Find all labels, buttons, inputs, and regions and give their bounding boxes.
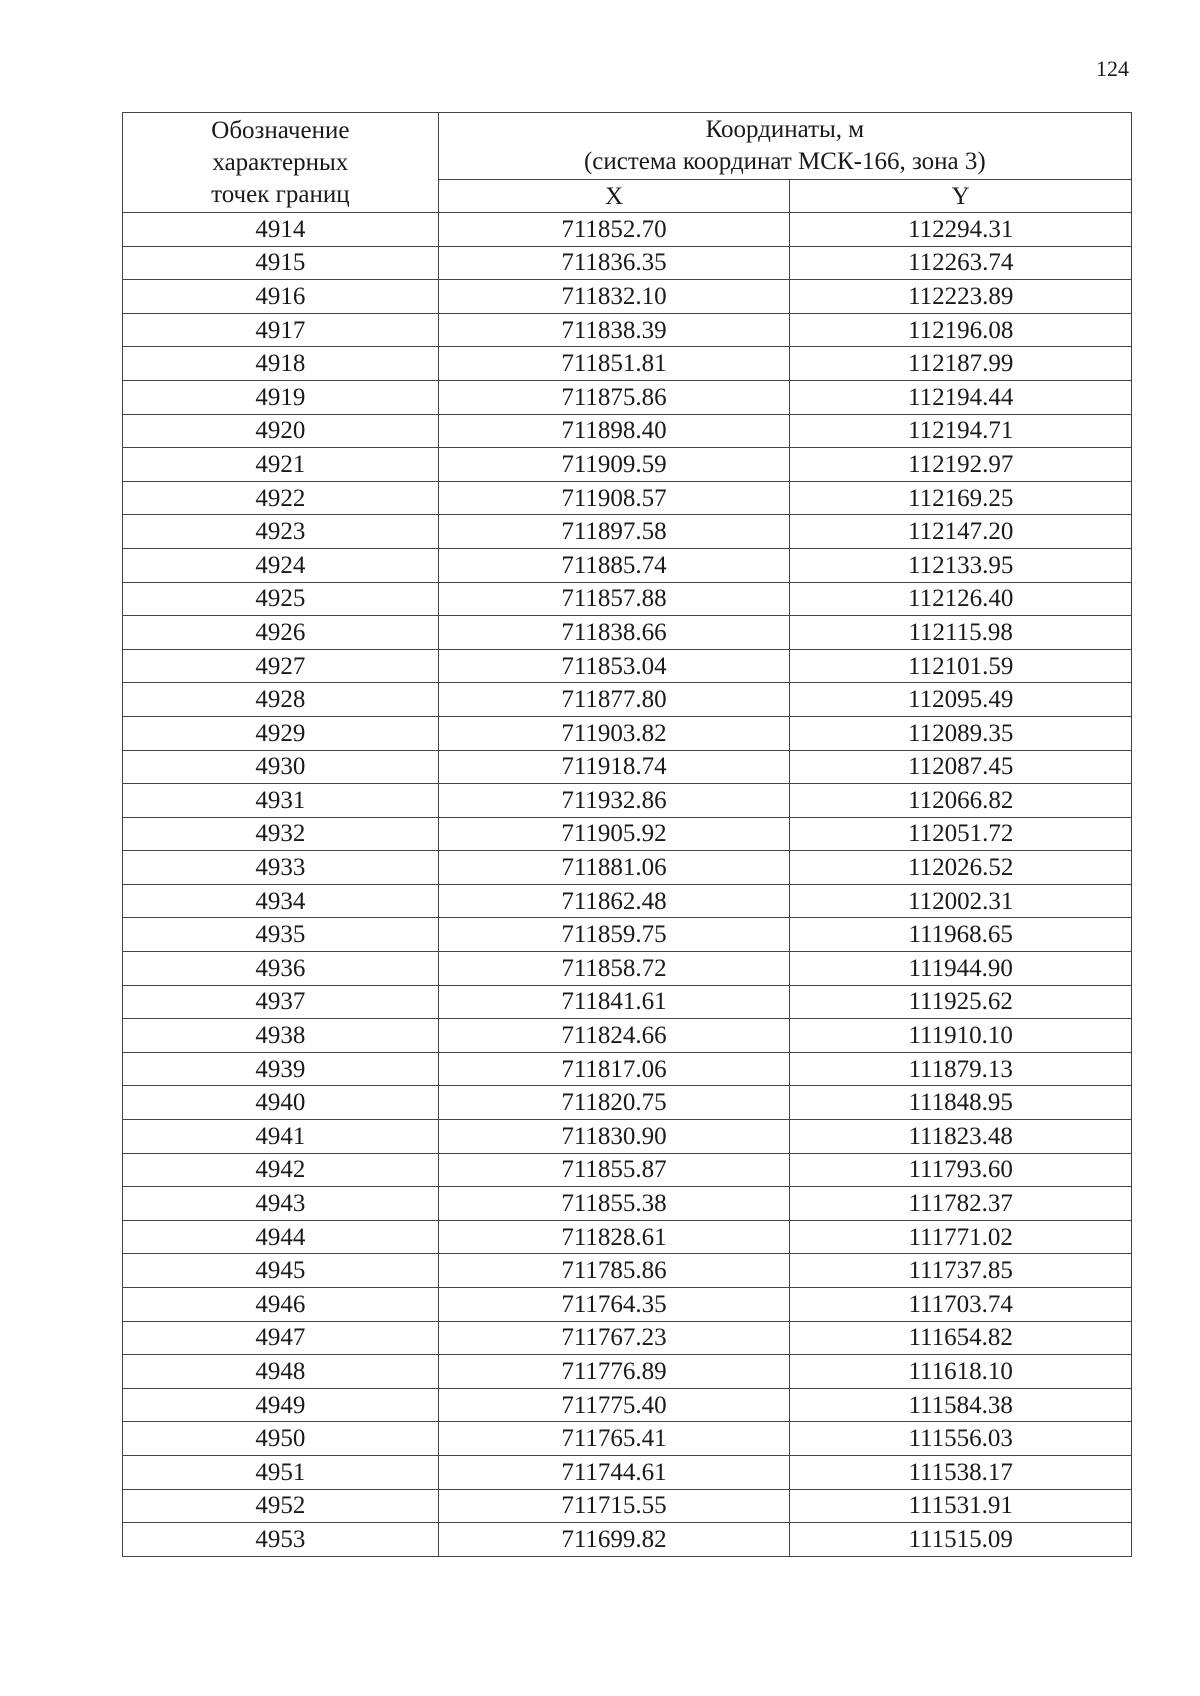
x-coordinate-cell: 711767.23 — [438, 1321, 790, 1355]
point-number-cell: 4941 — [123, 1120, 439, 1154]
table-row — [123, 1455, 1132, 1489]
y-coordinate-cell: 111793.60 — [790, 1153, 1132, 1187]
table-row — [123, 1019, 1132, 1053]
table-row — [123, 1321, 1132, 1355]
y-coordinate-cell: 111531.91 — [790, 1489, 1132, 1523]
y-coordinate-cell: 112115.98 — [790, 616, 1132, 650]
x-coordinate-cell: 711853.04 — [438, 649, 790, 683]
x-coordinate-cell: 711851.81 — [438, 347, 790, 381]
y-coordinate-cell: 112294.31 — [790, 213, 1132, 247]
y-coordinate-cell: 112147.20 — [790, 515, 1132, 549]
point-number-cell: 4946 — [123, 1288, 439, 1322]
point-number-cell: 4943 — [123, 1187, 439, 1221]
table-row — [123, 616, 1132, 650]
point-number-cell: 4921 — [123, 448, 439, 482]
x-coordinate-cell: 711836.35 — [438, 246, 790, 280]
table-row — [123, 884, 1132, 918]
y-coordinate-cell: 112095.49 — [790, 683, 1132, 717]
x-coordinate-cell: 711908.57 — [438, 481, 790, 515]
x-coordinate-cell: 711785.86 — [438, 1254, 790, 1288]
x-coordinate-cell: 711885.74 — [438, 548, 790, 582]
table-row — [123, 414, 1132, 448]
point-number-cell: 4934 — [123, 884, 439, 918]
x-coordinate-cell: 711903.82 — [438, 716, 790, 750]
point-number-cell: 4953 — [123, 1523, 439, 1557]
table-row — [123, 582, 1132, 616]
table-row — [123, 851, 1132, 885]
x-coordinate-cell: 711877.80 — [438, 683, 790, 717]
coordinates-title: Координаты, м — [705, 116, 865, 143]
x-coordinate-cell: 711838.39 — [438, 313, 790, 347]
x-coordinate-cell: 711699.82 — [438, 1523, 790, 1557]
x-coordinate-cell: 711852.70 — [438, 213, 790, 247]
x-coordinate-cell: 711875.86 — [438, 380, 790, 414]
table-row — [123, 1052, 1132, 1086]
x-coordinate-cell: 711715.55 — [438, 1489, 790, 1523]
point-number-cell: 4938 — [123, 1019, 439, 1053]
table-row — [123, 817, 1132, 851]
table-row — [123, 1086, 1132, 1120]
y-coordinate-cell: 112196.08 — [790, 313, 1132, 347]
point-number-cell: 4948 — [123, 1355, 439, 1389]
coordinates-table — [122, 112, 1132, 1557]
point-number-cell: 4927 — [123, 649, 439, 683]
table-row — [123, 481, 1132, 515]
table-row — [123, 1355, 1132, 1389]
x-coordinate-cell: 711909.59 — [438, 448, 790, 482]
point-number-cell: 4922 — [123, 481, 439, 515]
point-number-cell: 4925 — [123, 582, 439, 616]
coordinates-header — [438, 113, 1131, 180]
y-coordinate-cell: 112066.82 — [790, 784, 1132, 818]
x-coordinate-cell: 711824.66 — [438, 1019, 790, 1053]
point-number-cell: 4951 — [123, 1455, 439, 1489]
point-number-cell: 4944 — [123, 1220, 439, 1254]
point-number-cell: 4940 — [123, 1086, 439, 1120]
point-number-cell: 4914 — [123, 213, 439, 247]
x-coordinate-cell: 711905.92 — [438, 817, 790, 851]
y-coordinate-cell: 112051.72 — [790, 817, 1132, 851]
y-column-header: Y — [790, 180, 1132, 213]
point-number-cell: 4917 — [123, 313, 439, 347]
y-coordinate-cell: 112101.59 — [790, 649, 1132, 683]
point-number-cell: 4936 — [123, 952, 439, 986]
page-number: 124 — [1096, 56, 1129, 81]
point-number-cell: 4929 — [123, 716, 439, 750]
x-coordinate-cell: 711775.40 — [438, 1388, 790, 1422]
x-coordinate-cell: 711776.89 — [438, 1355, 790, 1389]
table-row — [123, 448, 1132, 482]
point-number-cell: 4939 — [123, 1052, 439, 1086]
y-coordinate-cell: 111618.10 — [790, 1355, 1132, 1389]
table-row — [123, 1523, 1132, 1557]
table-row — [123, 952, 1132, 986]
table-row — [123, 918, 1132, 952]
y-coordinate-cell: 112087.45 — [790, 750, 1132, 784]
x-coordinate-cell: 711897.58 — [438, 515, 790, 549]
table-row — [123, 1153, 1132, 1187]
y-coordinate-cell: 111925.62 — [790, 985, 1132, 1019]
x-coordinate-cell: 711858.72 — [438, 952, 790, 986]
point-number-cell: 4933 — [123, 851, 439, 885]
table-row — [123, 1422, 1132, 1456]
y-coordinate-cell: 112126.40 — [790, 582, 1132, 616]
y-coordinate-cell: 111584.38 — [790, 1388, 1132, 1422]
table-header — [123, 113, 1132, 213]
x-coordinate-cell: 711932.86 — [438, 784, 790, 818]
y-coordinate-cell: 111737.85 — [790, 1254, 1132, 1288]
x-coordinate-cell: 711855.38 — [438, 1187, 790, 1221]
point-number-cell: 4920 — [123, 414, 439, 448]
x-coordinate-cell: 711832.10 — [438, 280, 790, 314]
coordinates-subtitle: (система координат МСК-166, зона 3) — [583, 148, 986, 175]
y-coordinate-cell: 112194.44 — [790, 380, 1132, 414]
point-number-cell: 4928 — [123, 683, 439, 717]
y-coordinate-cell: 112192.97 — [790, 448, 1132, 482]
table-row — [123, 246, 1132, 280]
point-number-cell: 4919 — [123, 380, 439, 414]
table-row — [123, 784, 1132, 818]
y-coordinate-cell: 112089.35 — [790, 716, 1132, 750]
table-row — [123, 750, 1132, 784]
table-row — [123, 1489, 1132, 1523]
x-coordinate-cell: 711820.75 — [438, 1086, 790, 1120]
point-number-cell: 4950 — [123, 1422, 439, 1456]
x-coordinate-cell: 711828.61 — [438, 1220, 790, 1254]
x-coordinate-cell: 711898.40 — [438, 414, 790, 448]
y-coordinate-cell: 111538.17 — [790, 1455, 1132, 1489]
y-coordinate-cell: 111654.82 — [790, 1321, 1132, 1355]
x-coordinate-cell: 711841.61 — [438, 985, 790, 1019]
table-row — [123, 313, 1132, 347]
y-coordinate-cell: 111515.09 — [790, 1523, 1132, 1557]
table-row — [123, 1187, 1132, 1221]
point-number-cell: 4916 — [123, 280, 439, 314]
x-coordinate-cell: 711918.74 — [438, 750, 790, 784]
y-coordinate-cell: 111556.03 — [790, 1422, 1132, 1456]
point-number-cell: 4932 — [123, 817, 439, 851]
point-number-cell: 4947 — [123, 1321, 439, 1355]
table-row — [123, 1120, 1132, 1154]
x-coordinate-cell: 711855.87 — [438, 1153, 790, 1187]
table-body — [123, 213, 1132, 1557]
table-row — [123, 213, 1132, 247]
point-number-cell: 4924 — [123, 548, 439, 582]
x-coordinate-cell: 711765.41 — [438, 1422, 790, 1456]
point-number-cell: 4915 — [123, 246, 439, 280]
point-label-line-1: Обозначение — [211, 116, 350, 144]
point-label-line-2: характерных — [212, 148, 349, 176]
x-coordinate-cell: 711830.90 — [438, 1120, 790, 1154]
table-row — [123, 548, 1132, 582]
x-coordinate-cell: 711857.88 — [438, 582, 790, 616]
x-coordinate-cell: 711744.61 — [438, 1455, 790, 1489]
y-coordinate-cell: 111968.65 — [790, 918, 1132, 952]
point-number-cell: 4949 — [123, 1388, 439, 1422]
x-coordinate-cell: 711838.66 — [438, 616, 790, 650]
y-coordinate-cell: 111782.37 — [790, 1187, 1132, 1221]
x-coordinate-cell: 711862.48 — [438, 884, 790, 918]
y-coordinate-cell: 111848.95 — [790, 1086, 1132, 1120]
table-row — [123, 1220, 1132, 1254]
x-coordinate-cell: 711859.75 — [438, 918, 790, 952]
y-coordinate-cell: 112263.74 — [790, 246, 1132, 280]
table-row — [123, 380, 1132, 414]
y-coordinate-cell: 111823.48 — [790, 1120, 1132, 1154]
table-row — [123, 347, 1132, 381]
x-coordinate-cell: 711881.06 — [438, 851, 790, 885]
y-coordinate-cell: 111944.90 — [790, 952, 1132, 986]
table-row — [123, 280, 1132, 314]
y-coordinate-cell: 111703.74 — [790, 1288, 1132, 1322]
point-number-cell: 4945 — [123, 1254, 439, 1288]
table-row — [123, 716, 1132, 750]
y-coordinate-cell: 112223.89 — [790, 280, 1132, 314]
x-coordinate-cell: 711764.35 — [438, 1288, 790, 1322]
point-number-cell: 4942 — [123, 1153, 439, 1187]
y-coordinate-cell: 112133.95 — [790, 548, 1132, 582]
point-number-cell: 4918 — [123, 347, 439, 381]
point-number-cell: 4937 — [123, 985, 439, 1019]
y-coordinate-cell: 112169.25 — [790, 481, 1132, 515]
x-coordinate-cell: 711817.06 — [438, 1052, 790, 1086]
table-row — [123, 683, 1132, 717]
y-coordinate-cell: 112194.71 — [790, 414, 1132, 448]
point-number-cell: 4923 — [123, 515, 439, 549]
y-coordinate-cell: 111910.10 — [790, 1019, 1132, 1053]
point-label-line-3: точек границ — [211, 180, 350, 208]
table-row — [123, 515, 1132, 549]
table-row — [123, 1254, 1132, 1288]
table-row — [123, 985, 1132, 1019]
y-coordinate-cell: 112026.52 — [790, 851, 1132, 885]
table-row — [123, 649, 1132, 683]
table-row — [123, 1288, 1132, 1322]
point-number-cell: 4926 — [123, 616, 439, 650]
y-coordinate-cell: 111771.02 — [790, 1220, 1132, 1254]
y-coordinate-cell: 112002.31 — [790, 884, 1132, 918]
point-number-cell: 4931 — [123, 784, 439, 818]
point-number-cell: 4935 — [123, 918, 439, 952]
table-row — [123, 1388, 1132, 1422]
y-coordinate-cell: 112187.99 — [790, 347, 1132, 381]
x-column-header: X — [438, 180, 790, 213]
point-label-header — [123, 113, 439, 213]
point-number-cell: 4930 — [123, 750, 439, 784]
point-number-cell: 4952 — [123, 1489, 439, 1523]
y-coordinate-cell: 111879.13 — [790, 1052, 1132, 1086]
